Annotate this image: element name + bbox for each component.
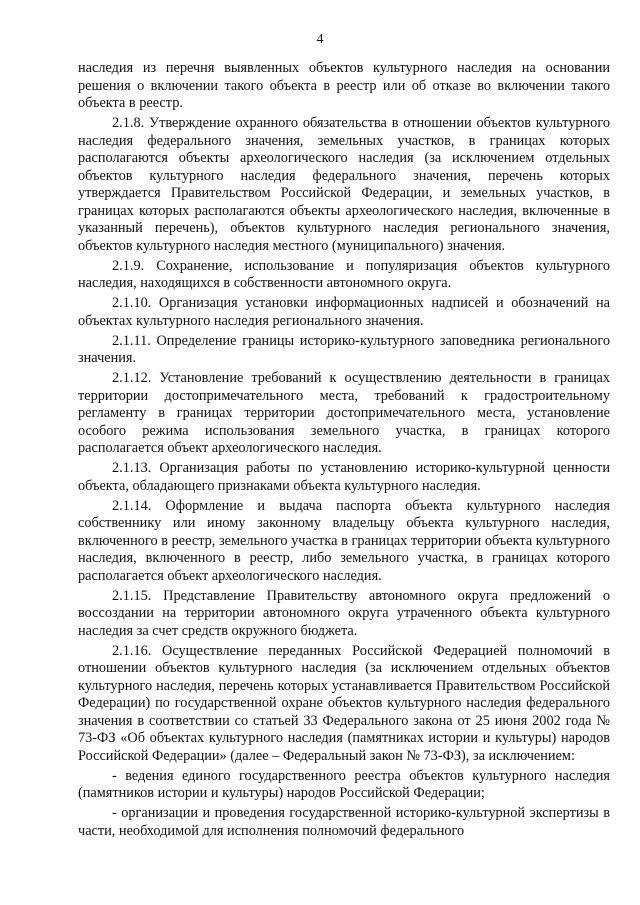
paragraph-2-1-13: 2.1.13. Организация работы по установлению историко-культурной ценности объекта, обладающего признаками объекта культурного наследия. — [78, 460, 610, 494]
paragraph-2-1-12: 2.1.12. Установление требований к осуществлению деятельности в границах территории достопримечательного места, требований к градостроительному регламенту в границах территории достопримечательного места, установление особого режима использования земельного участка, в границах которого располагается объект археологического наследия. — [78, 370, 610, 456]
page-number: 4 — [316, 32, 324, 47]
paragraph-2-1-16: 2.1.16. Осуществление переданных Российской Федерацией полномочий в отношении объектов культурного наследия (за исключением отдельных объектов культурного наследия, перечень которых устанавливается Правительством Российской Федерации) по государственной охране объектов культурного наследия федерального значения в соответствии со статьей 33 Федерального закона от 25 июня 2002 года № 73-ФЗ «Об объектах культурного наследия (памятниках истории и культуры) народов Российской Федерации» (далее – Федеральный закон № 73-ФЗ), за исключением: — [78, 642, 610, 764]
paragraph-2-1-9: 2.1.9. Сохранение, использование и популяризация объектов культурного наследия, находящихся в собственности автономного округа. — [78, 257, 610, 291]
list-item-registry: - ведения единого государственного реестра объектов культурного наследия (памятников истории и культуры) народов Российской Федерации; — [78, 767, 610, 801]
paragraph-2-1-15: 2.1.15. Представление Правительству автономного округа предложений о воссоздании на территории автономного округа утраченного объекта культурного наследия за счет средств окружного бюджета. — [78, 587, 610, 639]
paragraph-2-1-8: 2.1.8. Утверждение охранного обязательства в отношении объектов культурного наследия федерального значения, земельных участков, в границах которых располагаются объекты археологического наследия (за исключением отдельных объектов культурного наследия федерального значения, перечень которых утверждается Правительством Российской Федерации, и земельных участков, в границах которых располагаются объекты археологического наследия, включенные в указанный перечень), объектов культурного наследия регионального значения, объектов культурного наследия местного (муниципального) значения. — [78, 115, 610, 254]
paragraph-continuation: наследия из перечня выявленных объектов культурного наследия на основании решения о включении такого объекта в реестр или об отказе во включении такого объекта в реестр. — [78, 60, 610, 111]
document-body — [78, 60, 610, 843]
paragraph-2-1-10: 2.1.10. Организация установки информационных надписей и обозначений на объектах культурного наследия регионального значения. — [78, 295, 610, 329]
list-item-expertise: - организации и проведения государственной историко-культурной экспертизы в части, необходимой для исполнения полномочий федерального — [78, 805, 610, 839]
paragraph-2-1-11: 2.1.11. Определение границы историко-культурного заповедника регионального значения. — [78, 332, 610, 366]
paragraph-2-1-14: 2.1.14. Оформление и выдача паспорта объекта культурного наследия собственнику или иному законному владельцу объекта культурного наследия, включенного в реестр, земельного участка в границах территории объекта культурного наследия, включенного в реестр, либо земельного участка, в границах которого располагается объект археологического наследия. — [78, 497, 610, 584]
